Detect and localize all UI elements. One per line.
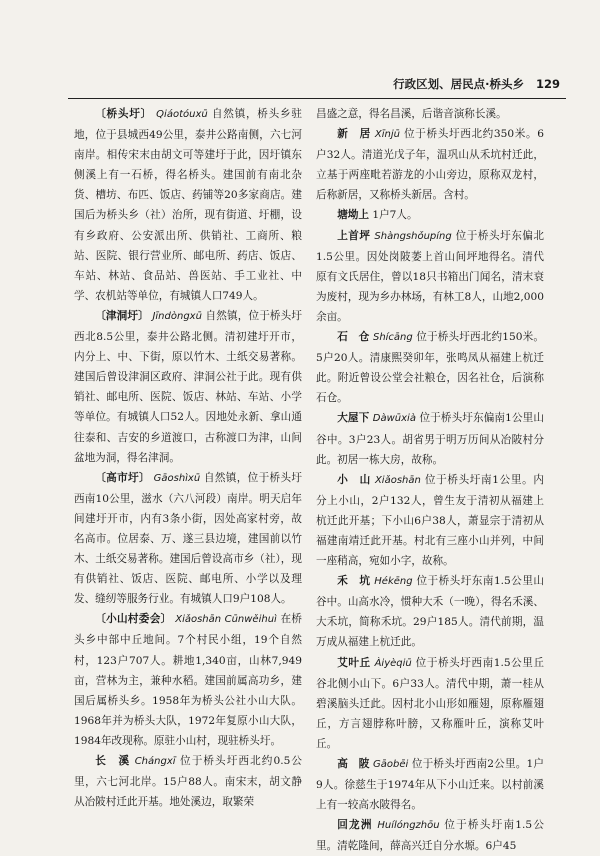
entry-text: 位于桥头圩南1.5公里。清乾隆间，薛高兴迁自分水塬。6户45	[316, 819, 544, 853]
entry-continuation	[316, 104, 544, 124]
entry	[74, 751, 302, 812]
entry-name: 高 陂	[337, 758, 370, 770]
entry-pinyin: Jīndòngxū	[152, 310, 202, 322]
entry	[316, 815, 544, 856]
entry	[316, 327, 544, 408]
entry-pinyin: Huílóngzhōu	[377, 820, 440, 832]
entry	[316, 124, 544, 205]
entry	[74, 609, 302, 751]
entry	[74, 104, 302, 306]
left-column	[74, 104, 302, 812]
entry-text: 位于桥头圩东偏北1.5公里。因处岗陂萎上首山间坪地得名。清代原有文氏居住，曾以18只书箱出门闻名，清末衰为废村，现为乡办林场，有林工8人，山地2,000余亩。	[316, 229, 545, 323]
entry-text: 位于桥头圩西北约150米。5户20人。清康熙癸卯年，张鸣凤从福建上杭迁此。附近曾设公堂会社粮仓，因名社仓，后演称石仓。	[316, 331, 544, 405]
entry-text: 自然镇，位于桥头圩西北8.5公里，泰井公路北侧。清初建圩开市，内分上、中、下街，原以竹木、土纸交易著称。建国后曾设津洞区政府、津洞公社于此。现有供销社、邮电所、医院、饭店、林站、车站、小学等单位。有城镇人口52人。因地处永新、拿山通往泰和、吉安的乡道渡口，古称渡口为津，山间盆地为洞，得名津洞。	[74, 309, 303, 464]
entry	[316, 470, 544, 571]
entry-text: 自然镇，位于桥头圩西南10公里，滋水（六八河段）南岸。明天启年间建圩开市，内有3条小街，因处高家村旁，故名高市。位居泰、万、遂三县边境，建国前以竹木、土纸交易著称。建国后曾设高市乡（社），现有供销社、饭店、医院、邮电所、小学以及理发、缝纫等服务行业。有城镇人口9户108人。	[74, 471, 303, 606]
entry	[74, 306, 302, 468]
entry-name: 〔津洞圩〕	[95, 309, 149, 322]
entry-name: 新 居	[337, 128, 371, 141]
right-column	[316, 104, 544, 856]
entry-pinyin: Xiǎoshān Cūnwěihuì	[175, 614, 277, 626]
entry-pinyin: Qiáotóuxū	[156, 109, 208, 120]
entry	[316, 226, 544, 327]
entry	[316, 408, 544, 469]
entry-text: 位于桥头圩西南1.5公里丘谷北侧小山下。6户33人。清代中期，萧一桂从碧溪脑头迁此。因村北小山形如雁翅，原称雁翅丘，方言翅脖称叶膀，又称雁叶丘，演称艾叶丘。	[316, 656, 545, 750]
entry-pinyin: Shícāng	[372, 332, 413, 344]
entry-name: 小 山	[337, 473, 371, 486]
entry-text: 位于桥头圩西南2公里。1户9人。徐慈生于1974年从下小山迁来。以村前溪上有一较高水陂得名。	[316, 758, 544, 812]
entry-text: 位于桥头圩南1公里。内分上小山，2户132人，曾生友于清初从福建上杭迁此开基；下小山6户38人，萧显宗于清初从福建南靖迁此开基。村北有三座小山并列，中间一座稍高，宛如小字，故称。	[316, 473, 544, 568]
running-header	[60, 76, 560, 98]
header-rule	[68, 98, 566, 99]
page-number: 129	[535, 77, 560, 91]
entry-pinyin: Shàngshǒupíng	[374, 230, 452, 242]
entry-pinyin: Dàwūxià	[372, 413, 416, 425]
entry-text: 1户7人。	[372, 209, 418, 222]
entry-text: 自然镇，桥头乡驻地，位于县城西49公里，泰井公路南侧，六七河南岸。相传宋末由胡文可等建圩于此，因圩镇东侧溪上有一石桥，得名桥头。建国前有南北杂货、槽坊、布匹、饭店、药铺等20多家商店。建国后为桥头乡（社）治所，现有街道、圩棚，设有乡政府、公安派出所、供销社、工商所、粮站、医院、银行营业所、邮电所、药店、饭店、车站、林站、食品站、兽医站、手工业社、中学、农机站等单位，有城镇人口749人。	[74, 108, 302, 302]
entry	[316, 754, 544, 815]
entry-text: 昌盛之意，得名昌溪，后谐音演称长溪。	[316, 108, 507, 120]
entry-name: 〔小山村委会〕	[95, 613, 172, 626]
entry-name: 塘坳上	[337, 209, 369, 222]
entry-name: 上首坪	[337, 229, 371, 242]
entry-name: 〔桥头圩〕	[95, 108, 153, 120]
entry-text: 位于桥头圩东偏南1公里山谷中。3户23人。胡省男于明万历间从冶陂村分此。初居一栋大房，故称。	[316, 412, 544, 466]
entry-name: 大屋下	[337, 412, 370, 425]
entry-pinyin: Hékēng	[374, 576, 413, 588]
entry	[316, 653, 544, 754]
entry	[316, 205, 544, 225]
entry-pinyin: Gāoshìxū	[153, 472, 201, 484]
entry-pinyin: Xiǎoshān	[374, 474, 421, 486]
entry-pinyin: Chángxī	[134, 756, 176, 767]
entry-name: 长 溪	[95, 755, 131, 767]
entry-name: 艾叶丘	[337, 656, 371, 669]
entry-text: 在桥头乡中部中丘地间。7个村民小组，19个自然村，123户707人。耕地1,340亩，山林7,949亩，营林为主，兼种水稻。建国前属高功乡，建国后属桥头乡。1958年为桥头公社小山大队。1968年并为桥头大队，1972年复原小山大队，1984年改现称。原驻小山村，现驻桥头圩。	[74, 613, 303, 747]
section-title: 行政区划、居民点·桥头乡	[393, 77, 524, 91]
entry-text: 位于桥头圩东南1.5公里山谷中。山高水冷，惯种大禾（一晚），得名禾溪、大禾坑，简称禾坑。29户185人。清代前期，温万成从福建上杭迁此。	[316, 575, 545, 649]
entry-name: 回龙洲	[337, 819, 373, 832]
entry-text: 位于桥头圩西北约350米。6户32人。清道光戊子年，温巩山从禾坑村迁此，立基于两座毗若游龙的小山旁边，原称双龙村，后称新居，又称桥头新居。含村。	[316, 128, 544, 202]
entry	[316, 571, 544, 652]
entry-pinyin: Gāobēi	[373, 759, 409, 770]
entry-name: 石 仓	[337, 331, 370, 344]
entry	[74, 468, 302, 610]
entry-name: 〔高市圩〕	[95, 471, 150, 484]
entry-name: 禾 坑	[337, 575, 371, 588]
entry-text: 位于桥头圩西北约0.5公里，六七河北岸。15户88人。南宋末，胡文静从冶陂村迁此开基。地处溪边，取繁荣	[74, 755, 302, 809]
entry-pinyin: Àiyèqiū	[374, 657, 412, 669]
entry-pinyin: Xīnjū	[374, 129, 401, 141]
